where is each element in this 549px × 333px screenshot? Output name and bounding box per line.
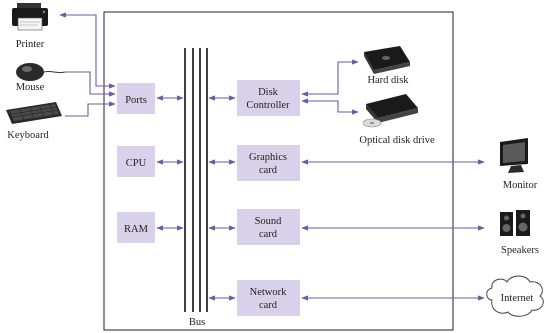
- optical-drive-icon: [363, 94, 418, 127]
- ram-box: [117, 212, 155, 243]
- bus: [185, 48, 207, 312]
- optical-drive-label: Optical disk drive: [359, 135, 435, 146]
- internet-label: Internet: [500, 293, 534, 304]
- cpu-box: [117, 146, 155, 177]
- bus-connectors: [157, 98, 235, 298]
- ram-label: RAM: [124, 224, 148, 235]
- disk-controller-label-line1: Disk: [258, 87, 278, 98]
- hard-disk-icon: [364, 46, 410, 74]
- sound-card-label-line2: card: [258, 229, 278, 240]
- sound-card-label-line1: Sound: [254, 216, 282, 227]
- disk-controller-box: [237, 80, 300, 116]
- graphics-card-box: [237, 145, 300, 181]
- sound-card-box: [237, 209, 300, 245]
- hard-disk-label: Hard disk: [367, 75, 409, 86]
- mouse-label: Mouse: [15, 82, 45, 93]
- ports-box: [117, 83, 155, 114]
- ports-label: Ports: [125, 95, 147, 106]
- optical-drive-arrow: [302, 101, 358, 112]
- keyboard-label: Keyboard: [7, 130, 49, 141]
- hard-disk-arrow: [302, 62, 358, 94]
- monitor-label: Monitor: [502, 180, 538, 191]
- monitor-icon: [500, 138, 528, 173]
- speakers-label: Speakers: [501, 245, 539, 256]
- speakers-icon: [500, 210, 530, 236]
- graphics-card-label-line2: card: [258, 165, 278, 176]
- mouse-ports-arrow: [65, 72, 115, 94]
- disk-controller-label-line2: Controller: [246, 100, 290, 111]
- keyboard-ports-arrow: [65, 104, 115, 116]
- cpu-label: CPU: [125, 158, 147, 169]
- network-card-label-line1: Network: [249, 287, 287, 298]
- mouse-icon: [16, 63, 65, 81]
- printer-label: Printer: [15, 39, 45, 50]
- keyboard-icon: [6, 102, 62, 124]
- bus-label: Bus: [188, 317, 206, 328]
- network-card-label-line2: card: [258, 300, 278, 311]
- printer-icon: [12, 3, 48, 30]
- network-card-box: [237, 280, 300, 316]
- printer-ports-arrow: [60, 15, 115, 86]
- graphics-card-label-line1: Graphics: [249, 152, 287, 163]
